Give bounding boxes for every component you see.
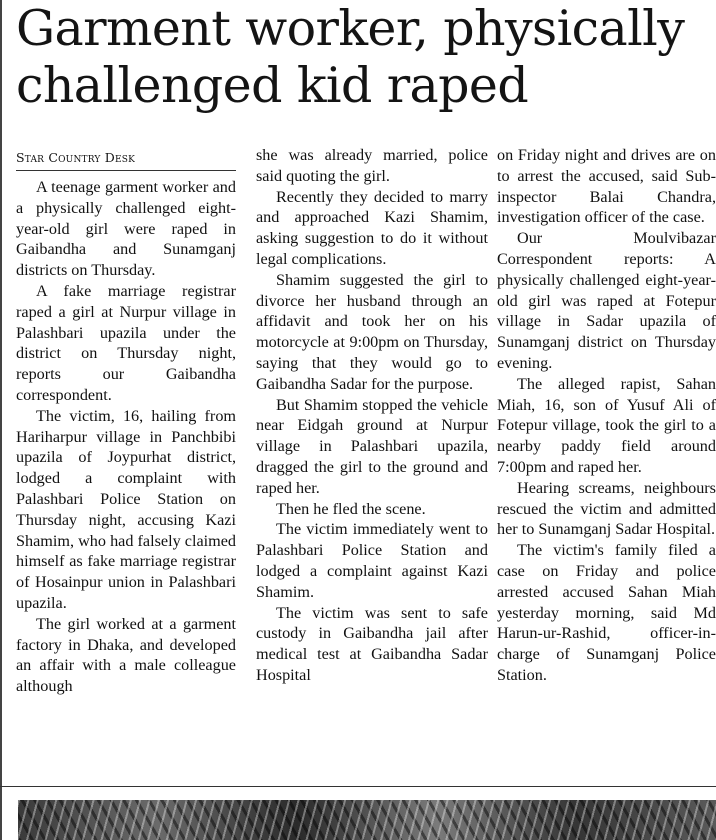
section-divider xyxy=(0,786,716,787)
paragraph: The alleged rapist, Sahan Miah, 16, son of Yusuf Ali of Fotepur village, took the girl to a nearby paddy field around 7:00pm and raped her. xyxy=(497,374,716,476)
paragraph: Our Moulvibazar Correspondent reports: A physically challenged eight-year-old girl was raped at Fotepur village in Sadar upazila of Sunamganj district on Thursday evening. xyxy=(497,229,716,372)
headline-line-1: Garment worker, physically xyxy=(16,0,685,57)
headline-line-2: challenged kid raped xyxy=(16,57,529,114)
paragraph: The victim, 16, hailing from Hariharpur village in Panchbibi upazila of Joypurhat district, lodged a complaint with Palashbari Police Station on Thursday night, accusing Kazi Shamim, who had falsely claimed himself as fake marriage registrar of Hosainpur union in Palashbari upazila. xyxy=(16,406,236,612)
paragraph: Shamim suggested the girl to divorce her husband through an affidavit and took her on his motorcycle at 9:00pm on Thursday, saying that they would go to Gaibandha Sadar for the purpose. xyxy=(256,270,488,393)
paragraph: The victim's family filed a case on Friday and police arrested accused Sahan Miah yesterday morning, said Md Harun-ur-Rashid, officer-in-charge of Sunamganj Police Station. xyxy=(497,541,716,684)
paragraph: on Friday night and drives are on to arrest the accused, said Sub-inspector Balai Chandra, investigation officer of the case. xyxy=(497,146,716,227)
paragraph: Hearing screams, neighbours rescued the victim and admitted her to Sunamganj Sadar Hospital. xyxy=(497,478,716,539)
paragraph: Then he fled the scene. xyxy=(276,499,426,518)
paragraph: But Shamim stopped the vehicle near Eidgah ground at Nurpur village in Palashbari upazila, dragged the girl to the ground and raped her. xyxy=(256,395,488,497)
column-1 xyxy=(16,145,236,697)
paragraph: The victim was sent to safe custody in Gaibandha jail after medical test at Gaibandha Sadar Hospital xyxy=(256,603,488,684)
column-2 xyxy=(256,145,488,686)
paragraph: Recently they decided to marry and approached Kazi Shamim, asking suggestion to do it without legal complications. xyxy=(256,187,488,268)
news-photo xyxy=(18,800,716,840)
paragraph: The girl worked at a garment factory in Dhaka, and developed an affair with a male colleague although xyxy=(16,614,236,696)
byline: Star Country Desk xyxy=(16,145,236,171)
article-body xyxy=(16,145,716,785)
paragraph: The victim immediately went to Palashbari Police Station and lodged a complaint against Kazi Shamim. xyxy=(256,520,488,601)
left-border-rule xyxy=(0,0,2,840)
column-3 xyxy=(497,145,716,686)
paragraph: A fake marriage registrar raped a girl at Nurpur village in Palashbari upazila under the district on Thursday night, reports our Gaibandha correspondent. xyxy=(16,281,236,404)
paragraph: A teenage garment worker and a physically challenged eight-year-old girl were raped in Gaibandha and Sunamganj districts on Thursday. xyxy=(16,178,236,280)
headline xyxy=(16,0,716,114)
paragraph: she was already married, police said quoting the girl. xyxy=(256,146,488,185)
